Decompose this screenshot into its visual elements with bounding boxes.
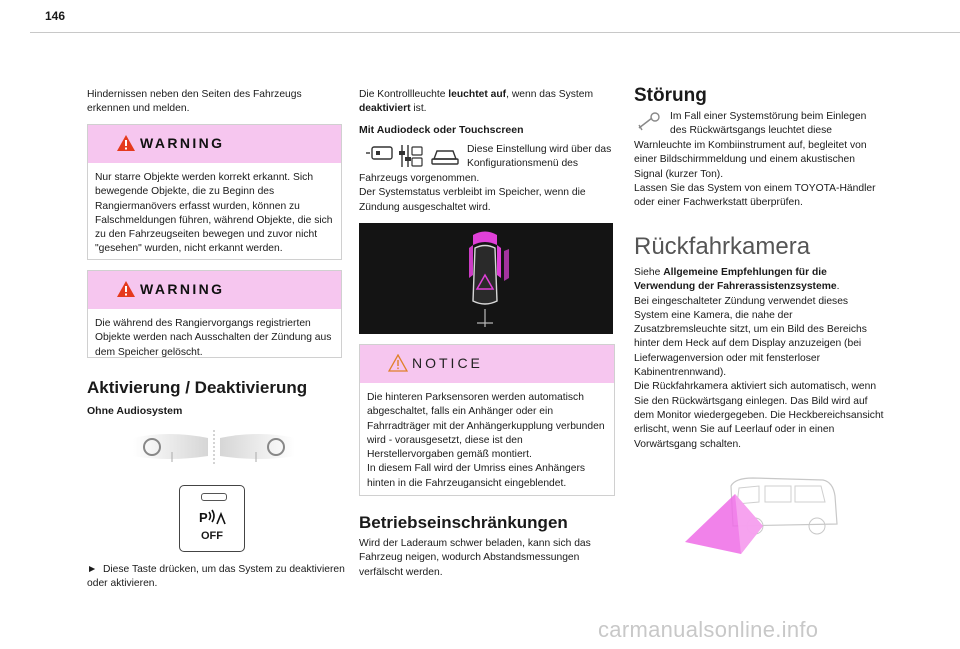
text-run: Die Kontrollleuchte bbox=[359, 89, 449, 100]
text-run-bold: Allgemeine Empfehlungen für die Verwendung der Fahrerassistenzsysteme bbox=[634, 267, 837, 293]
section-heading-activation: Aktivierung / Deaktivierung bbox=[87, 378, 308, 397]
notice-text-2: In diesem Fall wird der Umriss eines Anhängers hinten in die Fahrzeugansicht eingeblendet. bbox=[367, 463, 586, 489]
warning-banner bbox=[88, 271, 341, 309]
arrow-bullet: ► bbox=[87, 564, 98, 575]
warning-box-1 bbox=[87, 124, 342, 260]
park-sensor-off-button[interactable] bbox=[179, 485, 245, 552]
steering-wheel-icon bbox=[128, 428, 300, 466]
wrench-icon bbox=[636, 112, 662, 132]
watermark: carmanualsonline.info bbox=[598, 617, 819, 642]
text-run-bold: deaktiviert bbox=[359, 103, 411, 115]
menu-settings-car-icons bbox=[364, 143, 464, 169]
section-heading-limitations: Betriebseinschränkungen bbox=[359, 513, 568, 532]
menu-icon bbox=[366, 147, 392, 159]
text-run: Wird der Laderaum schwer beladen, kann sich das Fahrzeug neigen, wodurch Abstandsmessungen verfälscht werden. bbox=[359, 538, 591, 578]
indicator-light bbox=[201, 493, 227, 501]
col1-intro bbox=[87, 88, 345, 117]
touchscreen-setting-side: Diese Einstellung wird über das Konfigurationsmenü des bbox=[467, 144, 612, 170]
text-run: Siehe bbox=[634, 267, 664, 278]
indicator-paragraph bbox=[359, 88, 615, 117]
subheading-no-audio: Ohne Audiosystem bbox=[87, 405, 183, 417]
warning-box-2 bbox=[87, 270, 342, 358]
warning-triangle-icon bbox=[116, 134, 136, 152]
instruction-text: Diese Taste drücken, um das System zu deaktivieren oder aktivieren. bbox=[87, 564, 345, 590]
fault-text bbox=[634, 139, 884, 210]
warning-triangle-icon bbox=[388, 354, 408, 372]
intro-text: Hindernissen neben den Seiten des Fahrzeugs erkennen und melden. bbox=[87, 89, 302, 115]
text-run: Bei eingeschalteter Zündung verwendet dieses System eine Kamera, die nahe der Zusatzbremsleuchte sitzt, um ein Bild des Bereichs hinter dem Heck auf dem Display anzuzeigen (bei Lieferwagenversion oder mit fensterloser Kabinentrennwand). bbox=[634, 295, 867, 379]
fault-text-side: Im Fall einer Systemstörung beim Einlegen des Rückwärtsgangs leuchtet diese bbox=[670, 111, 867, 137]
warning-text: Die während des Rangiervorgangs registrierten Objekte werden nach Ausschalten der Zündung aus dem Speicher gelöscht. bbox=[95, 318, 332, 358]
park-sensor-off-button-icon bbox=[198, 508, 228, 528]
camera-text bbox=[634, 266, 884, 452]
warning-triangle-icon bbox=[116, 280, 136, 298]
page-number: 146 bbox=[45, 9, 66, 23]
touchscreen-setting-text bbox=[359, 172, 615, 215]
memory-text: Der Systemstatus verbleibt im Speicher, wenn die Zündung ausgeschaltet wird. bbox=[359, 187, 586, 213]
text-run: Warnleuchte im Kombiinstrument auf, begleitet von einer Bildschirmmeldung und einem akustischen Signal (kurzer Ton). bbox=[634, 140, 867, 180]
limitations-text bbox=[359, 537, 615, 580]
van-camera-illustration bbox=[683, 474, 855, 556]
section-heading-reversing-camera: Rückfahrkamera bbox=[634, 233, 811, 260]
text-run: ist. bbox=[410, 103, 427, 115]
text-run: Lassen Sie das System von einem TOYOTA-Händler oder einer Fachwerkstatt überprüfen. bbox=[634, 182, 876, 209]
header-rule bbox=[30, 32, 960, 33]
off-label: OFF bbox=[201, 530, 223, 542]
notice-text bbox=[360, 383, 614, 491]
warning-title: WARNING bbox=[140, 135, 225, 151]
parking-display-image bbox=[359, 223, 613, 334]
notice-banner bbox=[360, 345, 614, 383]
notice-text-1: Die hinteren Parksensoren werden automatisch abgeschaltet, falls ein Anhänger oder ein Fahrradträger mit der Anhängerkupplung verbunden wird - vorausgesetzt, diese ist den Herstellervorgaben gemäß montiert. bbox=[367, 392, 605, 461]
notice-title: NOTICE bbox=[412, 355, 483, 371]
text-run: , wenn das System bbox=[506, 89, 594, 100]
settings-icon bbox=[399, 145, 422, 167]
warning-text: Nur starre Objekte werden korrekt erkannt. Sich bewegende Objekte, die zu Beginn des Rangiermanövers erfasst wurden, können zu Falschmeldungen führen, während Objekte, die sich zu den Fahrzeugseiten bewegen und zuvor nicht "gesehen" wurden, nicht erkannt werden. bbox=[95, 172, 333, 255]
instruction bbox=[87, 563, 345, 592]
text-run-bold: leuchtet auf bbox=[448, 89, 507, 100]
text-run: . bbox=[836, 281, 840, 293]
warning-banner bbox=[88, 125, 341, 163]
subheading-touchscreen: Mit Audiodeck oder Touchscreen bbox=[359, 124, 524, 136]
warning-title: WARNING bbox=[140, 281, 225, 297]
svg-text:P: P bbox=[199, 510, 208, 525]
car-icon bbox=[432, 151, 458, 164]
notice-box bbox=[359, 344, 615, 496]
text-run: Die Rückfahrkamera aktiviert sich automatisch, wenn Sie den Rückwärtsgang einlegen. Das Bild wird auf dem Monitor wiedergegeben. Die Heckbereichsansicht erlischt, wenn Sie auf Leerlauf oder in einen Vorwärtsgang schalten. bbox=[634, 381, 884, 450]
section-heading-fault: Störung bbox=[634, 85, 707, 106]
text-run: Fahrzeugs vorgenommen. bbox=[359, 173, 480, 184]
